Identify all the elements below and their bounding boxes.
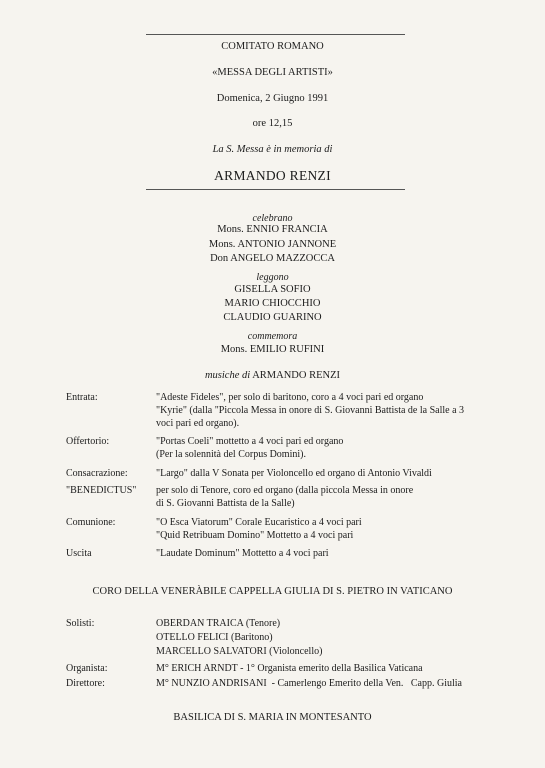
header-divider bbox=[146, 189, 405, 190]
performer-line: M° ERICH ARNDT - 1° Organista emerito della Basilica Vaticana bbox=[156, 663, 423, 674]
program-line: voci pari ed organo). bbox=[156, 418, 240, 429]
program-label-entrata: Entrata: bbox=[66, 392, 98, 403]
performer-line: M° NUNZIO ANDRISANI - Camerlengo Emerito della Ven. Capp. Giulia bbox=[156, 678, 462, 689]
readers-heading: leggono bbox=[256, 272, 289, 283]
music-credit bbox=[0, 370, 545, 381]
choir-name: CORO DELLA VENERÀBILE CAPPELLA GIULIA DI S. PIETRO IN VATICANO bbox=[92, 586, 453, 597]
venue-name: BASILICA DI S. MARIA IN MONTESANTO bbox=[173, 712, 372, 723]
program-line: "Quid Retribuam Domino" Mottetto a 4 voci pari bbox=[156, 530, 354, 541]
program-line: per solo di Tenore, coro ed organo (dalla piccola Messa in onore bbox=[156, 485, 414, 496]
memorial-line: La S. Messa è in memoria di bbox=[212, 144, 333, 155]
program-line: "O Esca Viatorum" Corale Eucaristico a 4 voci pari bbox=[156, 517, 362, 528]
program-label-offertorio: Offertorio: bbox=[66, 436, 110, 447]
program-label-consacrazione: Consacrazione: bbox=[66, 468, 128, 479]
celebrant-name: Don ANGELO MAZZOCCA bbox=[210, 253, 335, 264]
top-divider bbox=[146, 34, 405, 35]
program-line: (Per la solennità del Corpus Domini). bbox=[156, 449, 306, 460]
performer-label-direttore: Direttore: bbox=[66, 678, 105, 689]
reader-name: GISELLA SOFIO bbox=[234, 284, 311, 295]
honoree-name: ARMANDO RENZI bbox=[214, 168, 331, 183]
music-composer: ARMANDO RENZI bbox=[252, 370, 341, 381]
reader-name: CLAUDIO GUARINO bbox=[223, 312, 322, 323]
performer-line: OBERDAN TRAICA (Tenore) bbox=[156, 618, 281, 629]
program-line: "Adeste Fideles", per solo di baritono, coro a 4 voci pari ed organo bbox=[156, 392, 424, 403]
event-title: «MESSA DEGLI ARTISTI» bbox=[212, 67, 333, 78]
event-time: ore 12,15 bbox=[252, 118, 293, 129]
commemoration-heading: commemora bbox=[247, 331, 298, 342]
event-date: Domenica, 2 Giugno 1991 bbox=[216, 93, 329, 104]
reader-name: MARIO CHIOCCHIO bbox=[224, 298, 321, 309]
program-line: "Largo" dalla V Sonata per Violoncello ed organo di Antonio Vivaldi bbox=[156, 468, 432, 479]
celebrant-name: Mons. ENNIO FRANCIA bbox=[217, 224, 328, 235]
commemoration-name: Mons. EMILIO RUFINI bbox=[220, 344, 325, 355]
music-prefix: musiche di bbox=[204, 370, 251, 381]
program-line: "Kyrie" (dalla "Piccola Messa in onore di S. Giovanni Battista de la Salle a 3 bbox=[156, 405, 465, 416]
performer-line: OTELLO FELICI (Baritono) bbox=[156, 632, 273, 643]
program-line: di S. Giovanni Battista de la Salle) bbox=[156, 498, 295, 509]
performer-line: MARCELLO SALVATORI (Violoncello) bbox=[156, 646, 323, 657]
committee-name: COMITATO ROMANO bbox=[221, 41, 324, 52]
performer-label-solisti: Solisti: bbox=[66, 618, 95, 629]
program-line: "Portas Coeli" mottetto a 4 voci pari ed organo bbox=[156, 436, 344, 447]
performer-label-organista: Organista: bbox=[66, 663, 108, 674]
celebrant-name: Mons. ANTONIO JANNONE bbox=[208, 239, 337, 250]
program-label-comunione: Comunione: bbox=[66, 517, 116, 528]
program-line: "Laudate Dominum" Mottetto a 4 voci pari bbox=[156, 548, 329, 559]
program-label-benedictus: "BENEDICTUS" bbox=[66, 485, 137, 496]
celebrants-heading: celebrano bbox=[252, 213, 293, 224]
program-label-uscita: Uscita bbox=[66, 548, 92, 559]
